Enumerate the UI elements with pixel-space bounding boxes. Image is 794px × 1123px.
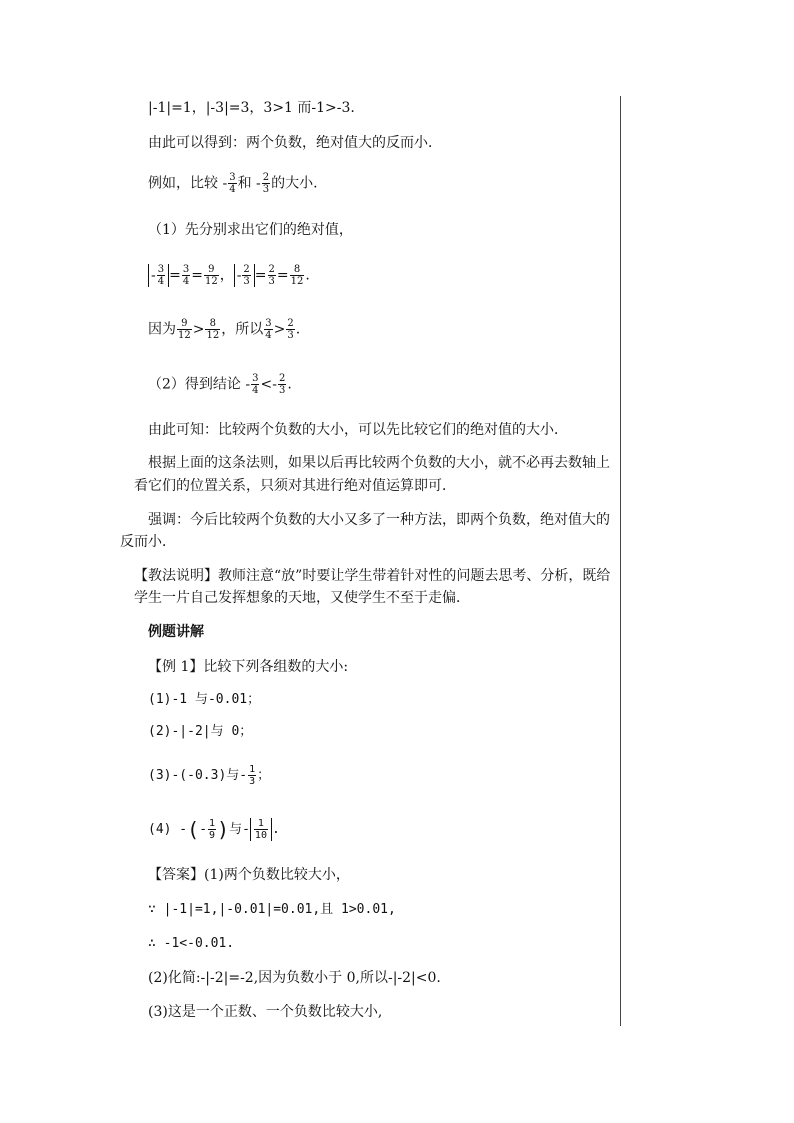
right-margin-rule [620, 96, 621, 1026]
text-line: 由此可以得到：两个负数，绝对值大的反而小． [148, 135, 442, 151]
text-line: (3)这是一个正数、一个负数比较大小, [148, 1004, 383, 1020]
text-line: |-1|=1，|-3|=3，3>1 而-1>-3. [148, 100, 355, 116]
math-line: (4) -(- $\frac{1}{9}$ )与- $\frac{1}{10}$ . [148, 817, 280, 842]
text-line: (1)-1 与-0.01； [148, 692, 261, 707]
text-line: (2)化简:-|-2|=-2,因为负数小于 0,所以-|-2|<0. [148, 970, 441, 986]
math-line: 例如，比较 - $\frac{3}{4}$ 和 - $\frac{2}{3}$ 的大小. [148, 172, 318, 195]
text-line: 看它们的位置关系，只须对其进行绝对值运算即可． [134, 478, 456, 494]
section-heading: 例题讲解 [148, 624, 204, 640]
math-line: - $\frac{3}{4}$ = $\frac{3}{4}$ = $\frac{9}{12}$ ， - $\frac{2}{3}$ = $\frac{2}{3}$ = $\frac{8}{12}$ . [148, 264, 310, 287]
absolute-value: $\frac{1}{10}$ [250, 818, 272, 841]
text-line: (2)-|-2|与 0； [148, 724, 253, 739]
fraction: $\frac{2}{3}$ [262, 172, 270, 195]
fraction: $\frac{3}{4}$ [229, 172, 236, 195]
text-line: 【教法说明】教师注意“放”时要让学生带着针对性的问题去思考、分析，既给 [134, 568, 611, 584]
text-line: 反而小． [120, 534, 176, 550]
absolute-value: - $\frac{3}{4}$ [148, 264, 169, 287]
text-line: 由此可知：比较两个负数的大小，可以先比较它们的绝对值的大小． [148, 422, 568, 438]
absolute-value: - $\frac{2}{3}$ [234, 264, 255, 287]
text-line: ∴ -1<-0.01. [148, 936, 235, 951]
text-line: 根据上面的这条法则，如果以后再比较两个负数的大小，就不必再去数轴上 [148, 455, 610, 471]
math-line: 因为 $\frac{9}{12}$ > $\frac{8}{12}$ ，所以 $\frac{3}{4}$ > $\frac{2}{3}$ . [148, 318, 301, 341]
example-heading: 【例 1】比较下列各组数的大小: [148, 659, 349, 675]
text-line: ∵ |-1|=1,|-0.01|=0.01,且 1>0.01, [148, 902, 396, 917]
text-line: 强调：今后比较两个负数的大小又多了一种方法，即两个负数，绝对值大的 [148, 512, 610, 528]
math-line: (3)-(-0.3)与- $\frac{1}{3}$ ； [148, 764, 271, 787]
math-line: （2）得到结论 - $\frac{3}{4}$ <- $\frac{2}{3}$ . [148, 373, 292, 396]
answer-heading: 【答案】(1)两个负数比较大小， [148, 867, 350, 883]
text-line: （1）先分别求出它们的绝对值， [148, 222, 353, 238]
text-line: 学生一片自己发挥想象的天地，又使学生不至于走偏． [134, 590, 470, 606]
